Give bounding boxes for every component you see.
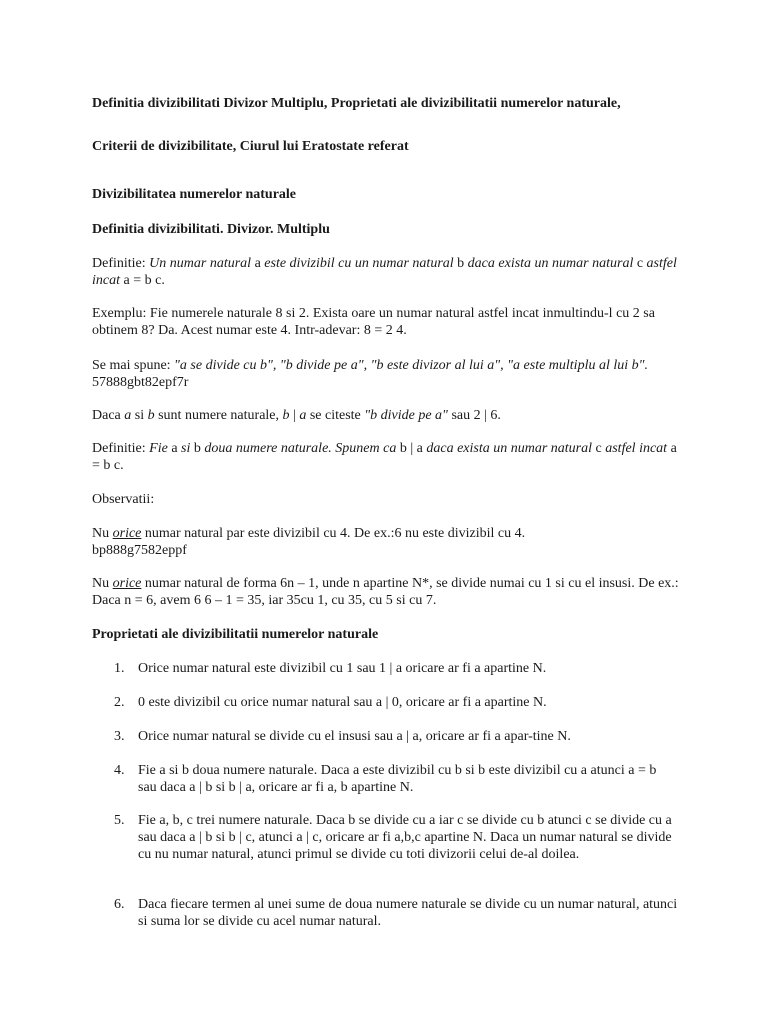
properties-heading: Proprietati ale divizibilitatii numerelor naturale xyxy=(92,627,379,642)
section-heading-definitie: Definitia divizibilitati. Divizor. Multiplu xyxy=(92,222,330,237)
observatii-label: Observatii: xyxy=(92,492,155,507)
notation-paragraph: Daca a si b sunt numere naturale, b | a se citeste "b divide pe a" sau 2 | 6. xyxy=(92,408,501,423)
observation-2: Nu orice numar natural de forma 6n – 1, unde n apartine N*, se divide numai cu 1 si cu el insusi. De ex.: Daca n = 6, avem 6 6 – 1 = 35, iar 35cu 1, cu 35, cu 5 si cu 7. xyxy=(92,576,679,608)
title-line-1 xyxy=(92,95,682,112)
definition-2: Definitie: Fie a si b doua numere naturale. Spunem ca b | a daca exista un numar natural c astfel incat a = b c. xyxy=(92,441,677,473)
definition-1: Definitie: Un numar natural a este divizibil cu un numar natural b daca exista un numar natural c astfel incat a = b c. xyxy=(92,256,677,288)
title-text: Definitia divizibilitati Divizor Multiplu, Proprietati ale divizibilitatii numerelor naturale, xyxy=(92,96,621,111)
subtitle-text: Criterii de divizibilitate, Ciurul lui Eratostate referat xyxy=(92,139,409,154)
se-mai-spune-paragraph: Se mai spune: "a se divide cu b", "b divide pe a", "b este divizor al lui a", "a este multiplu al lui b". 57888gbt82epf7r xyxy=(92,358,649,390)
example-paragraph: Exemplu: Fie numerele naturale 8 si 2. Exista oare un numar natural astfel incat inmultindu-l cu 2 sa obtinem 8? Da. Acest numar este 4. Intr-adevar: 8 = 2 4. xyxy=(92,306,655,338)
observation-1: Nu orice numar natural par este divizibil cu 4. De ex.:6 nu este divizibil cu 4. bp888g7582eppf xyxy=(92,526,526,558)
title-line-2 xyxy=(92,138,682,155)
section-heading-divizibilitate: Divizibilitatea numerelor naturale xyxy=(92,187,297,202)
